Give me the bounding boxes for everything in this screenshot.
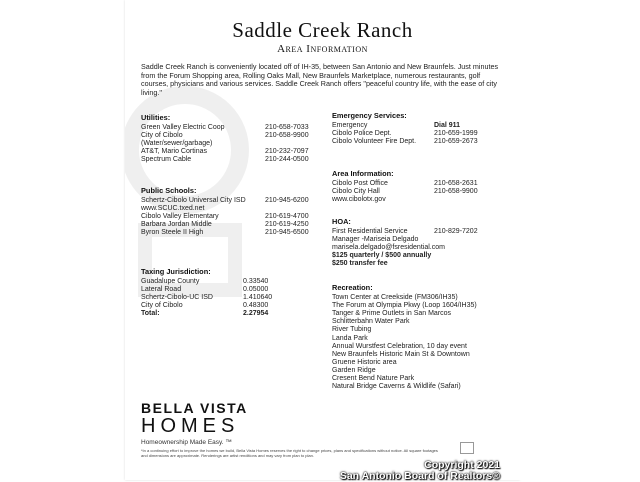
hoa-manager: Manager -Mariseia Delgado bbox=[332, 236, 419, 244]
recreation-item: Town Center at Creekside (FM306/IH35) bbox=[332, 294, 458, 302]
tax-row: Guadalupe County 0.33540 bbox=[141, 278, 269, 286]
recreation-item: Garden Ridge bbox=[332, 366, 376, 374]
utility-row: Green Valley Electric Coop 210-658-7033 bbox=[141, 124, 309, 132]
equal-housing-icon bbox=[460, 442, 474, 454]
utility-row: City of Cibolo 210-658-9900 bbox=[141, 132, 309, 140]
emergency-section bbox=[332, 112, 507, 146]
recreation-item: New Braunfels Historic Main St & Downtown bbox=[332, 350, 470, 358]
utility-row: (Water/sewer/garbage) bbox=[141, 140, 213, 148]
recreation-item: Tanger & Prime Outlets in San Marcos bbox=[332, 310, 452, 318]
school-row: Barbara Jordan Middle 210-619-4250 bbox=[141, 221, 309, 229]
hoa-row: First Residential Service 210-829-7202 bbox=[332, 228, 478, 236]
school-row: www.SCUC.txed.net bbox=[141, 205, 205, 213]
utility-row: Spectrum Cable 210-244-0500 bbox=[141, 156, 309, 164]
recreation-title: Recreation: bbox=[332, 283, 373, 292]
recreation-item: Annual Wurstfest Celebration, 10 day event bbox=[332, 342, 467, 350]
recreation-item: Schlitterbahn Water Park bbox=[332, 318, 410, 326]
school-row: Schertz-Cibolo Universal City ISD 210-945-6200 bbox=[141, 197, 309, 205]
intro-paragraph: Saddle Creek Ranch is conveniently located off of IH-35, between San Antonio and New Braunfels. Just minutes from the Forum Shopping area, Rolling Oaks Mall, New Braunfels Marketplace, numerous restaurants, golf courses, physicians and various services. Saddle Creek Ranch offers "peaceful country life, with the ease of city living." bbox=[141, 62, 499, 97]
fine-print: *In a continuing effort to improve the homes we build, Bella Vista Homes reserves the right to change prices, plans and specifications without notice. All square footages and dimensions are approximate. Renderings are artist renditions and may vary from plan to plan. bbox=[141, 448, 438, 458]
logo-line2: HOMES bbox=[141, 415, 240, 437]
hoa-fees: $125 quarterly / $500 annually bbox=[332, 252, 432, 260]
recreation-section bbox=[332, 284, 512, 391]
hoa-title: HOA: bbox=[332, 217, 351, 226]
recreation-item: Landa Park bbox=[332, 334, 368, 342]
area-row: www.cibolotx.gov bbox=[332, 196, 386, 204]
taxing-title: Taxing Jurisdiction: bbox=[141, 267, 211, 276]
schools-section bbox=[141, 187, 331, 238]
tax-row: City of Cibolo 0.48300 bbox=[141, 302, 269, 310]
copyright-line2: San Antonio Board of Realtors® bbox=[339, 470, 500, 482]
tax-row: Schertz-Cibolo-UC ISD 1.410640 bbox=[141, 294, 273, 302]
flyer-page bbox=[125, 0, 520, 480]
tax-total-row: Total: 2.27954 bbox=[141, 310, 269, 318]
right-margin bbox=[500, 0, 640, 480]
emergency-row: Cibolo Volunteer Fire Dept. 210-659-2673 bbox=[332, 138, 478, 146]
taxing-section bbox=[141, 268, 311, 319]
utilities-title: Utilities: bbox=[141, 113, 171, 122]
school-row: Byron Steele II High 210-945-6500 bbox=[141, 229, 309, 237]
page-subtitle: Area Information bbox=[277, 43, 368, 55]
logo-line1: BELLA VISTA bbox=[141, 400, 248, 416]
recreation-item: Natural Bridge Caverns & Wildlife (Safari) bbox=[332, 383, 461, 391]
copyright-watermark bbox=[340, 460, 500, 482]
bella-vista-logo bbox=[141, 400, 248, 446]
page-title: Saddle Creek Ranch bbox=[232, 18, 413, 42]
tax-row: Lateral Road 0.05000 bbox=[141, 286, 269, 294]
recreation-item: Cresent Bend Nature Park bbox=[332, 375, 415, 383]
recreation-item: River Tubing bbox=[332, 326, 372, 334]
area-row: Cibolo City Hall 210-658-9900 bbox=[332, 188, 478, 196]
area-row: Cibolo Post Office 210-658-2631 bbox=[332, 180, 478, 188]
recreation-item: Gruene Historic area bbox=[332, 358, 397, 366]
area-info-title: Area Information: bbox=[332, 169, 394, 178]
schools-title: Public Schools: bbox=[141, 186, 197, 195]
hoa-email: marisela.delgado@fsresidential.com bbox=[332, 244, 445, 252]
utility-row: AT&T, Mario Cortinas 210-232-7097 bbox=[141, 148, 309, 156]
area-info-section bbox=[332, 170, 507, 204]
emergency-row: Cibolo Police Dept. 210-659-1999 bbox=[332, 130, 478, 138]
emergency-row: Emergency Dial 911 bbox=[332, 122, 461, 130]
hoa-section bbox=[332, 218, 507, 269]
school-row: Cibolo Valley Elementary 210-619-4700 bbox=[141, 213, 309, 221]
logo-tagline: Homeownership Made Easy. ™ bbox=[141, 439, 232, 446]
recreation-item: The Forum at Olympia Pkwy (Loop 1604/IH35) bbox=[332, 302, 477, 310]
utilities-section bbox=[141, 114, 331, 165]
emergency-title: Emergency Services: bbox=[332, 111, 407, 120]
hoa-transfer-fee: $250 transfer fee bbox=[332, 260, 388, 268]
copyright-line1: Copyright 2021 bbox=[424, 459, 500, 471]
